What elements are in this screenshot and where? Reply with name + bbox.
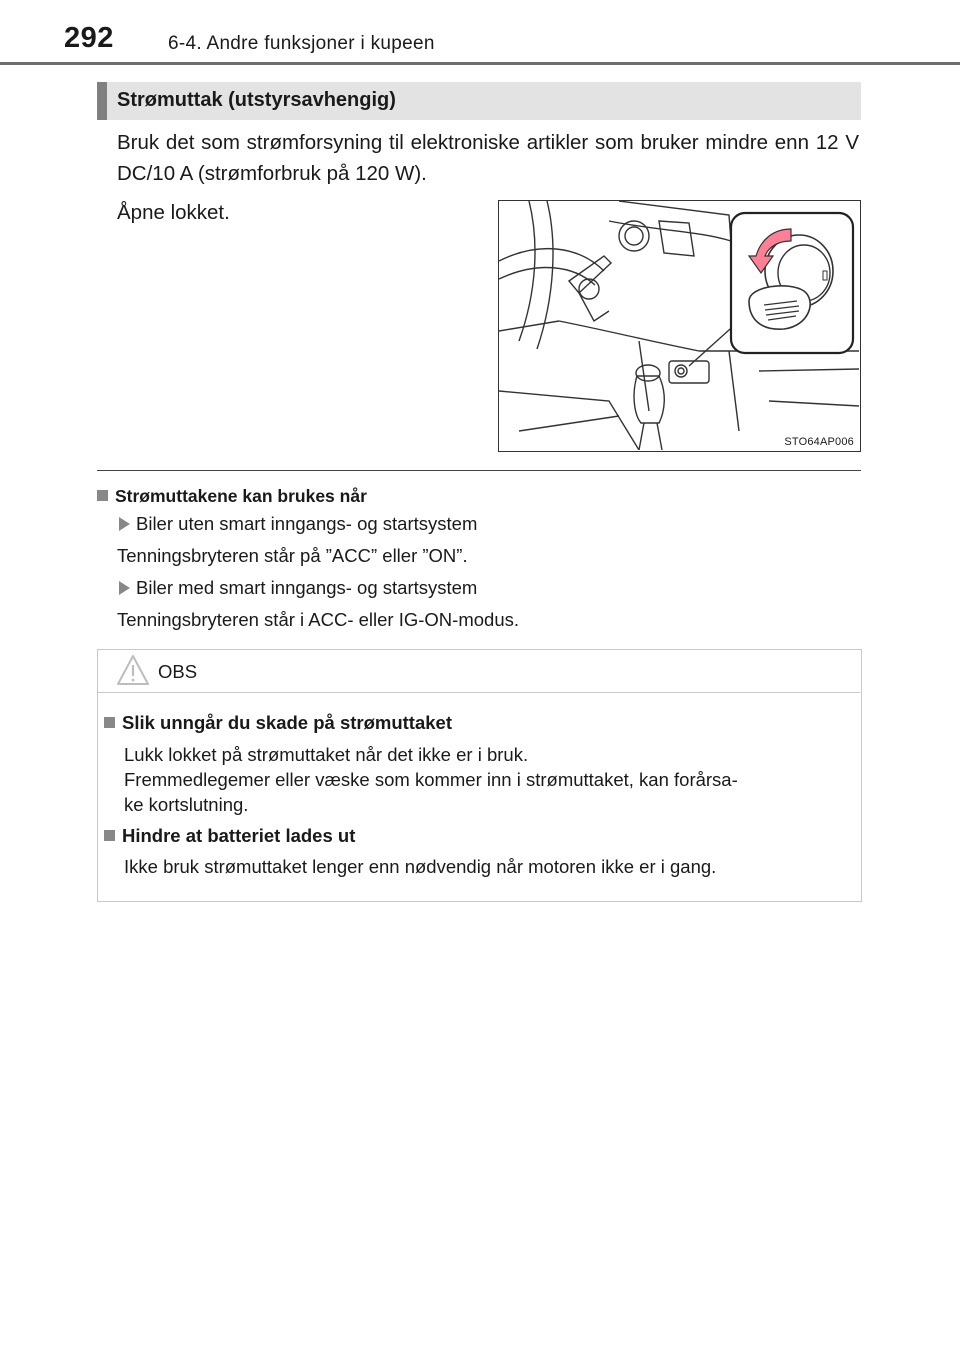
caution-subheading: [104, 712, 452, 734]
section-title: Strømuttak (utstyrsavhengig): [117, 89, 396, 111]
caution-line: Ikke bruk strømuttaket lenger enn nødvendig når motoren ikke er i gang.: [124, 856, 717, 877]
header-rule: [0, 62, 960, 65]
condition-bullet-text: Biler uten smart inngangs- og startsystem: [136, 513, 478, 534]
square-bullet-icon: [97, 490, 108, 501]
caution-line: Fremmedlegemer eller væske som kommer inn i strømuttaket, kan forårsa-: [124, 769, 738, 790]
section-divider: [97, 470, 861, 471]
conditions-heading-text: Strømuttakene kan brukes når: [115, 486, 367, 506]
condition-bullet-text: Biler med smart inngangs- og startsystem: [136, 577, 478, 598]
figure-code: STO64AP006: [784, 436, 854, 448]
caution-subheading-text: Slik unngår du skade på strømuttaket: [122, 712, 452, 733]
square-bullet-icon: [104, 830, 115, 841]
condition-bullet: [119, 577, 477, 599]
caution-subheading: [104, 825, 355, 847]
caution-line: Lukk lokket på strømuttaket når det ikke er i bruk.: [124, 744, 529, 765]
caution-header: [98, 650, 860, 693]
intro-paragraph: Bruk det som strømforsyning til elektroniske artikler som bruker mindre enn 12 V DC/10 A (strømforbruk på 120 W).: [117, 131, 859, 185]
condition-bullet: [119, 513, 477, 535]
warning-triangle-icon: [116, 653, 150, 687]
condition-text: Tenningsbryteren står i ACC- eller IG-ON-modus.: [117, 609, 519, 630]
triangle-bullet-icon: [119, 517, 130, 531]
caution-line: ke kortslutning.: [124, 794, 249, 815]
step-instruction: Åpne lokket.: [117, 201, 230, 224]
conditions-heading: [97, 486, 367, 507]
section-accent: [97, 82, 107, 120]
section-title-bar: [97, 82, 861, 120]
caution-title: OBS: [158, 661, 198, 682]
caution-box: [97, 649, 862, 902]
dashboard-drawing: [499, 201, 859, 450]
condition-text: Tenningsbryteren står på ”ACC” eller ”ON”.: [117, 545, 468, 566]
power-outlet-illustration: [498, 200, 861, 452]
page-number: 292: [64, 22, 114, 54]
triangle-bullet-icon: [119, 581, 130, 595]
page-header: [0, 0, 960, 70]
chapter-title: 6-4. Andre funksjoner i kupeen: [168, 33, 435, 54]
caution-subheading-text: Hindre at batteriet lades ut: [122, 825, 356, 846]
square-bullet-icon: [104, 717, 115, 728]
